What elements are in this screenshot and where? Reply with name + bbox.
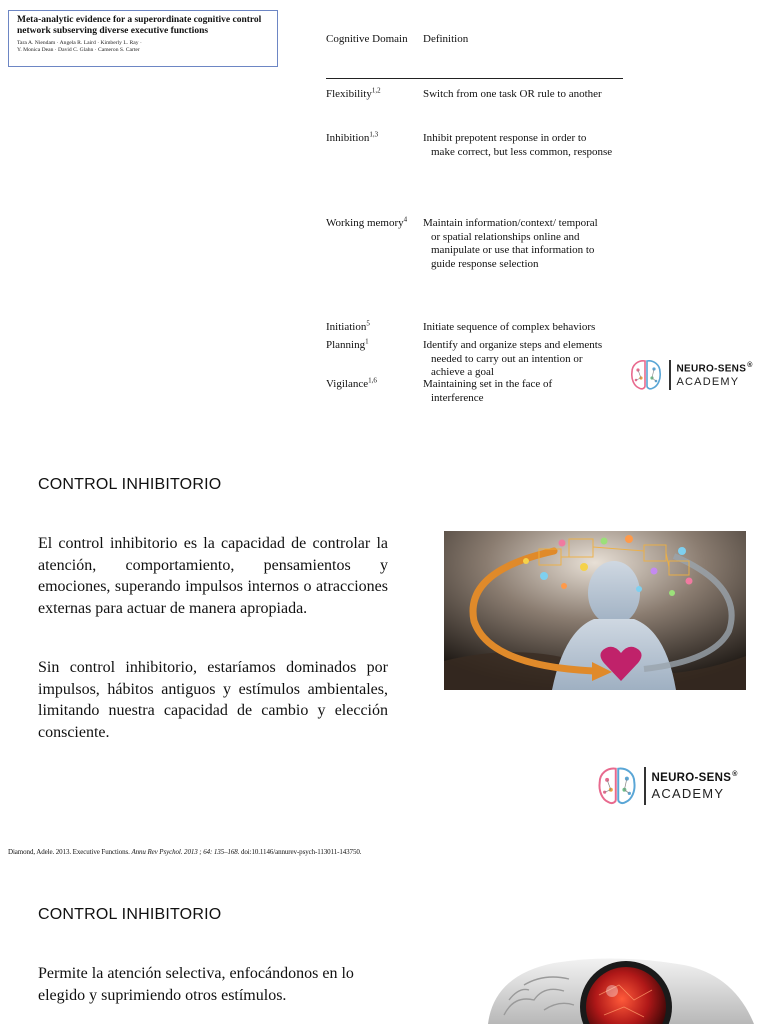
section-heading: CONTROL INHIBITORIO (38, 476, 222, 493)
brain-logo-icon (629, 358, 663, 392)
paper-authors-line1: Tara A. Niendam · Angela R. Laird · Kimberly L. Ray · (17, 40, 142, 46)
table-row-domain: Flexibility$^{1,2}$ (326, 86, 381, 100)
table-row-domain: Working memory$^4$ (326, 215, 408, 229)
table-header-domain: Cognitive Domain (326, 33, 408, 45)
logo-line2: ACADEMY (676, 376, 740, 389)
table-row-definition: Initiate sequence of complex behaviors (423, 321, 596, 333)
neuro-sens-logo (629, 358, 753, 392)
table-row-definition: Inhibit prepotent response in order to make correct, but less common, response (423, 132, 613, 158)
paper-authors (17, 40, 269, 54)
table-row-definition: Identify and organize steps and elements needed to carry out an intention or achieve a goal (423, 339, 603, 378)
table-row-domain: Planning$^1$ (326, 337, 369, 351)
paragraph-consequence: Sin control inhibitorio, estaríamos dominados por impulsos, hábitos antiguos y estímulos ambientales, limitando nuestra capacidad de cambio y elección consciente. (38, 659, 388, 741)
brain-lens-illustration (484, 955, 768, 1024)
table-header-definition: Definition (423, 33, 469, 45)
brain-logo-icon (596, 765, 638, 807)
section-heading: CONTROL INHIBITORIO (38, 906, 222, 923)
table-row-definition: Switch from one task OR rule to another (423, 88, 602, 100)
paper-title: Meta-analytic evidence for a superordinate cognitive control network subserving diverse executive functions (17, 15, 262, 36)
table-row-domain: Inhibition$^{1,3}$ (326, 130, 379, 144)
table-row-definition: Maintain information/context/ temporal or spatial relationships online and manipulate or use that information to guide response selection (423, 217, 598, 270)
paper-title-box (8, 10, 278, 67)
logo-line1: NEURO-SENS® (676, 361, 753, 375)
paragraph-selective-attention: Permite la atención selectiva, enfocándonos en lo elegido y suprimiendo otros estímulos. (38, 965, 354, 1004)
table-divider (326, 78, 623, 79)
table-row-definition: Maintaining set in the face of interference (423, 378, 553, 404)
logo-line1: NEURO-SENS® (651, 771, 738, 784)
table-row-domain: Initiation$^5$ (326, 319, 370, 333)
logo-line2: ACADEMY (651, 785, 725, 801)
citation: Diamond, Adele. 2013. Executive Functions. Annu Rev Psychol. 2013 ; 64: 135–168. doi:10.1146/annurev-psych-113011-143750. (8, 848, 362, 856)
table-row-domain: Vigilance$^{1,6}$ (326, 376, 377, 390)
neuro-sens-logo (596, 765, 738, 807)
paper-authors-line2: Y. Monica Dean · David C. Glahn · Cameron S. Carter (17, 47, 140, 53)
mind-control-illustration (444, 531, 746, 690)
paragraph-definition: El control inhibitorio es la capacidad de controlar la atención, comportamiento, pensamientos y emociones, superando impulsos internos o atracciones externas para actuar de manera apropiada. (38, 535, 388, 617)
